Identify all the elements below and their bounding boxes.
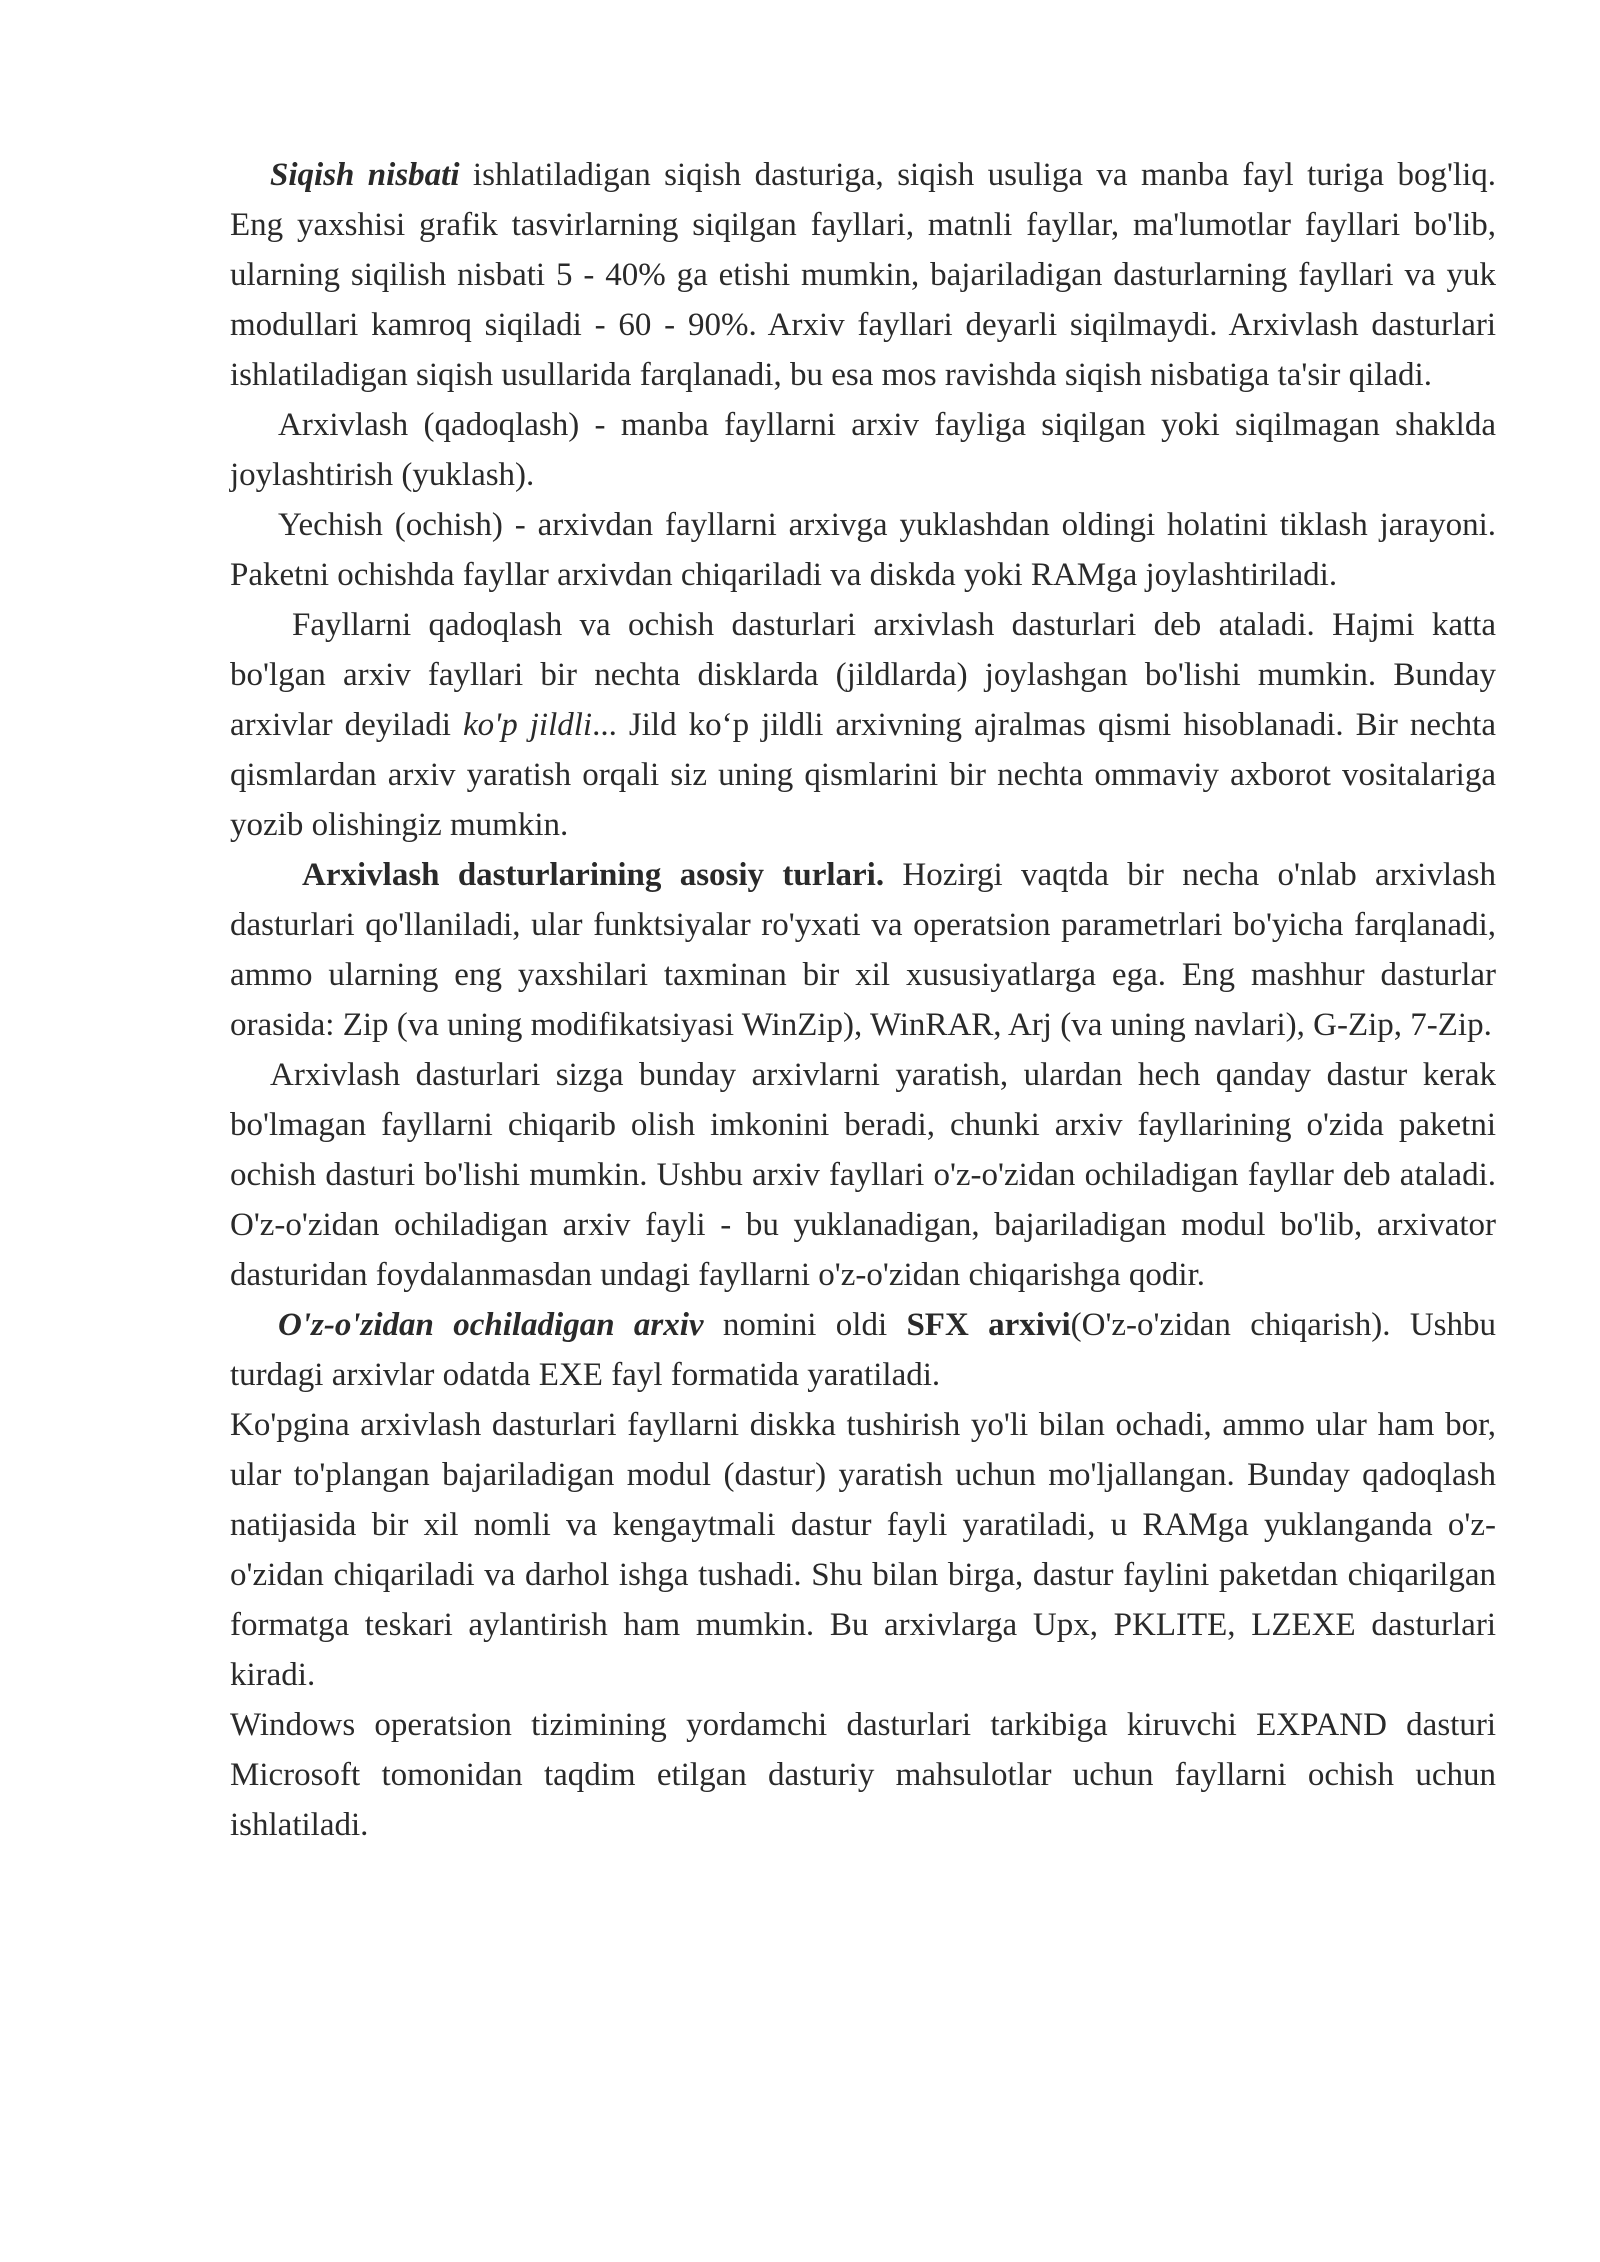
paragraph-text: (O'z-o'zidan chiqarish). Ushbu turdagi arxivlar odatda EXE fayl formatida yaratiladi. (230, 1307, 1496, 1393)
paragraph-text: Windows operatsion tizimining yordamchi dasturlari tarkibiga kiruvchi EXPAND dasturi Microsoft tomonidan taqdim etilgan dasturiy mahsulotlar uchun fayllarni ochish uchun ishlatiladi. (230, 1707, 1496, 1843)
term-sfx-archive: SFX arxivi (906, 1307, 1071, 1343)
paragraph-compression-ratio (230, 150, 1496, 400)
document-page (230, 150, 1496, 1850)
paragraph-archivers-multivolume (230, 600, 1496, 850)
paragraph-expand-utility (230, 1700, 1496, 1850)
paragraph-archiving-definition (230, 400, 1496, 500)
paragraph-text: Ko'pgina arxivlash dasturlari fayllarni diskka tushirish yo'li bilan ochadi, ammo ular ham bor, ular to'plangan bajariladigan modul (dastur) yaratish uchun mo'ljallangan. Bunday qadoqlash natijasida bir xil nomli va kengaytmali dastur fayli yaratiladi, u RAMga yuklanganda o'z-o'zidan chiqariladi va darhol ishga tushadi. Shu bilan birga, dastur faylini paketdan chiqarilgan formatga teskari aylantirish ham mumkin. Bu arxivlarga Upx, PKLITE, LZEXE dasturlari kiradi. (230, 1407, 1496, 1693)
paragraph-executable-packers (230, 1400, 1496, 1700)
paragraph-extracting-definition (230, 500, 1496, 600)
term-self-extracting-archive: O'z-o'zidan ochiladigan arxiv (278, 1307, 704, 1343)
term-ko-p-jildli: ko'p jildli (463, 707, 593, 743)
paragraph-text: Yechish (ochish) - arxivdan fayllarni arxivga yuklashdan oldingi holatini tiklash jarayoni. Paketni ochishda fayllar arxivdan chiqariladi va diskda yoki RAMga joylashtiriladi. (230, 507, 1496, 593)
paragraph-archiver-types (230, 850, 1496, 1050)
paragraph-text: Arxivlash (qadoqlash) - manba fayllarni arxiv fayliga siqilgan yoki siqilmagan shaklda joylashtirish (yuklash). (230, 407, 1496, 493)
paragraph-text: Arxivlash dasturlari sizga bunday arxivlarni yaratish, ulardan hech qanday dastur kerak bo'lmagan fayllarni chiqarib olish imkonini beradi, chunki arxiv fayllarining o'zida paketni ochish dasturi bo'lishi mumkin. Ushbu arxiv fayllari o'z-o'zidan ochiladigan fayllar deb ataladi. O'z-o'zidan ochiladigan arxiv fayli - bu yuklanadigan, bajariladigan modul bo'lib, arxivator dasturidan foydalanmasdan undagi fayllarni o'z-o'zidan chiqarishga qodir. (230, 1057, 1496, 1293)
term-siqish-nisbati: Siqish nisbati (270, 157, 460, 193)
paragraph-sfx-archive (230, 1300, 1496, 1400)
paragraph-text: nomini oldi (703, 1307, 907, 1343)
section-heading-archiver-types: Arxivlash dasturlarining asosiy turlari. (302, 857, 885, 893)
paragraph-text: Hozirgi vaqtda bir necha o'nlab arxivlash dasturlari qo'llaniladi, ular funktsiyalar ro'yxati va operatsion parametrlari bo'yicha farqlanadi, ammo ularning eng yaxshilari taxminan bir xil xususiyatlarga ega. Eng mashhur dasturlar orasida: Zip (va uning modifikatsiyasi WinZip), WinRAR, Arj (va uning navlari), G-Zip, 7-Zip. (230, 857, 1496, 1043)
paragraph-text: ishlatiladigan siqish dasturiga, siqish usuliga va manba fayl turiga bog'liq. Eng yaxshisi grafik tasvirlarning siqilgan fayllari, matnli fayllar, ma'lumotlar fayllari bo'lib, ularning siqilish nisbati 5 - 40% ga etishi mumkin, bajariladigan dasturlarning fayllari va yuk modullari kamroq siqiladi - 60 - 90%. Arxiv fayllari deyarli siqilmaydi. Arxivlash dasturlari ishlatiladigan siqish usullarida farqlanadi, bu esa mos ravishda siqish nisbatiga ta'sir qiladi. (230, 157, 1497, 393)
paragraph-text: Fayllarni qadoqlash va ochish dasturlari arxivlash dasturlari deb ataladi. Hajmi katta bo'lgan arxiv fayllari bir nechta disklarda (jildlarda) joylashgan bo'lishi mumkin. Bunday arxivlar deyiladi (230, 607, 1496, 743)
paragraph-self-extracting (230, 1050, 1496, 1300)
paragraph-text: ... Jild ko‘p jildli arxivning ajralmas qismi hisoblanadi. Bir nechta qismlardan arxiv yaratish orqali siz uning qismlarini bir nechta ommaviy axborot vositalariga yozib olishingiz mumkin. (230, 707, 1496, 843)
